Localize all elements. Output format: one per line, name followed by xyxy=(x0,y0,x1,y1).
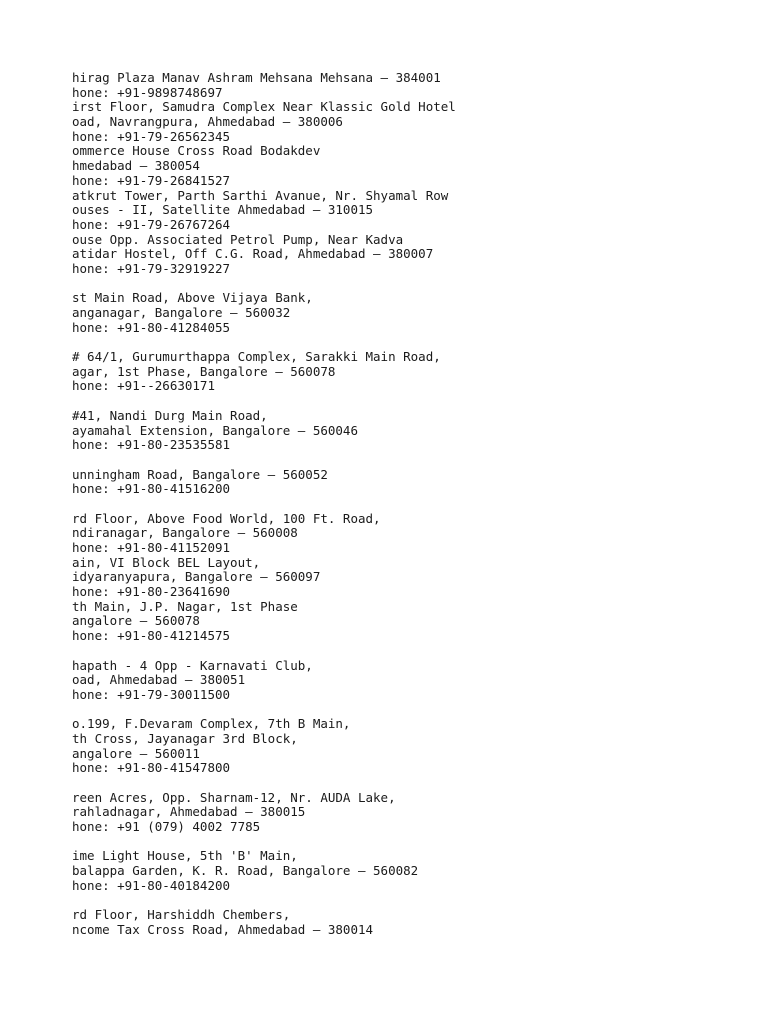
text-line: o.199, F.Devaram Complex, 7th B Main, xyxy=(72,716,351,732)
text-line: ayamahal Extension, Bangalore – 560046 xyxy=(72,422,358,438)
text-line: balappa Garden, K. R. Road, Bangalore – 560082 xyxy=(72,863,419,879)
text-line: ime Light House, 5th 'B' Main, xyxy=(72,848,298,864)
text-line: hone: +91-80-41547800 xyxy=(72,760,231,776)
blank-line xyxy=(72,894,752,909)
text-line: hone: +91-80-23641690 xyxy=(72,584,231,600)
text-line: hone: +91-80-23535581 xyxy=(72,437,231,453)
text-line: rd Floor, Above Food World, 100 Ft. Road, xyxy=(72,510,381,526)
text-line: angalore – 560011 xyxy=(72,745,200,761)
blank-line xyxy=(72,776,752,791)
text-line: reen Acres, Opp. Sharnam-12, Nr. AUDA Lake, xyxy=(72,789,396,805)
text-line: irst Floor, Samudra Complex Near Klassic Gold Hotel xyxy=(72,99,456,115)
text-line: hone: +91 (079) 4002 7785 xyxy=(72,819,261,835)
text-line: unningham Road, Bangalore – 560052 xyxy=(72,466,328,482)
blank-line xyxy=(72,277,752,292)
text-line: th Cross, Jayanagar 3rd Block, xyxy=(72,730,298,746)
text-line: idyaranyapura, Bangalore – 560097 xyxy=(72,569,321,585)
blank-line xyxy=(72,453,752,468)
text-line: ommerce House Cross Road Bodakdev xyxy=(72,143,321,159)
blank-line xyxy=(72,703,752,718)
text-line: th Main, J.P. Nagar, 1st Phase xyxy=(72,598,298,614)
text-line: # 64/1, Gurumurthappa Complex, Sarakki Main Road, xyxy=(72,349,441,365)
text-line: hone: +91-80-41284055 xyxy=(72,319,231,335)
text-line: ndiranagar, Bangalore – 560008 xyxy=(72,525,298,541)
text-line: hone: +91-80-41152091 xyxy=(72,540,231,555)
text-line: hone: +91-80-41516200 xyxy=(72,481,231,497)
address-listing xyxy=(72,71,752,938)
text-line: hone: +91-79-26841527 xyxy=(72,172,231,188)
text-line: anganagar, Bangalore – 560032 xyxy=(72,305,291,320)
text-line: ncome Tax Cross Road, Ahmedabad – 380014 xyxy=(72,921,374,937)
text-line: hone: +91--26630171 xyxy=(72,378,215,394)
text-line: hone: +91-9898748697 xyxy=(72,84,223,100)
text-line: hone: +91-80-40184200 xyxy=(72,877,231,893)
text-line: hone: +91-79-32919227 xyxy=(72,260,231,276)
text-line: hirag Plaza Manav Ashram Mehsana Mehsana – 384001 xyxy=(72,70,441,85)
text-line: hone: +91-80-41214575 xyxy=(72,628,231,644)
text-line: #41, Nandi Durg Main Road, xyxy=(72,407,268,423)
text-line: hone: +91-79-30011500 xyxy=(72,686,231,702)
blank-line xyxy=(72,644,752,659)
text-line: rahladnagar, Ahmedabad – 380015 xyxy=(72,804,306,820)
text-line: hone: +91-79-26767264 xyxy=(72,216,231,232)
blank-line xyxy=(72,835,752,850)
text-line: hone: +91-79-26562345 xyxy=(72,128,231,144)
text-line: oad, Navrangpura, Ahmedabad – 380006 xyxy=(72,114,343,130)
text-line: rd Floor, Harshiddh Chembers, xyxy=(72,907,291,923)
blank-line xyxy=(72,335,752,350)
text-line: ouse Opp. Associated Petrol Pump, Near Kadva xyxy=(72,231,404,247)
blank-line xyxy=(72,394,752,409)
text-line: ain, VI Block BEL Layout, xyxy=(72,554,261,570)
text-line: atidar Hostel, Off C.G. Road, Ahmedabad – 380007 xyxy=(72,246,434,262)
blank-line xyxy=(72,497,752,512)
text-line: angalore – 560078 xyxy=(72,613,200,629)
text-line: st Main Road, Above Vijaya Bank, xyxy=(72,290,313,306)
text-line: agar, 1st Phase, Bangalore – 560078 xyxy=(72,363,336,379)
text-line: ouses - II, Satellite Ahmedabad – 310015 xyxy=(72,202,374,218)
text-line: atkrut Tower, Parth Sarthi Avanue, Nr. Shyamal Row xyxy=(72,187,449,203)
text-line: hapath - 4 Opp - Karnavati Club, xyxy=(72,657,313,673)
text-line: hmedabad – 380054 xyxy=(72,158,200,174)
text-line: oad, Ahmedabad – 380051 xyxy=(72,672,246,688)
